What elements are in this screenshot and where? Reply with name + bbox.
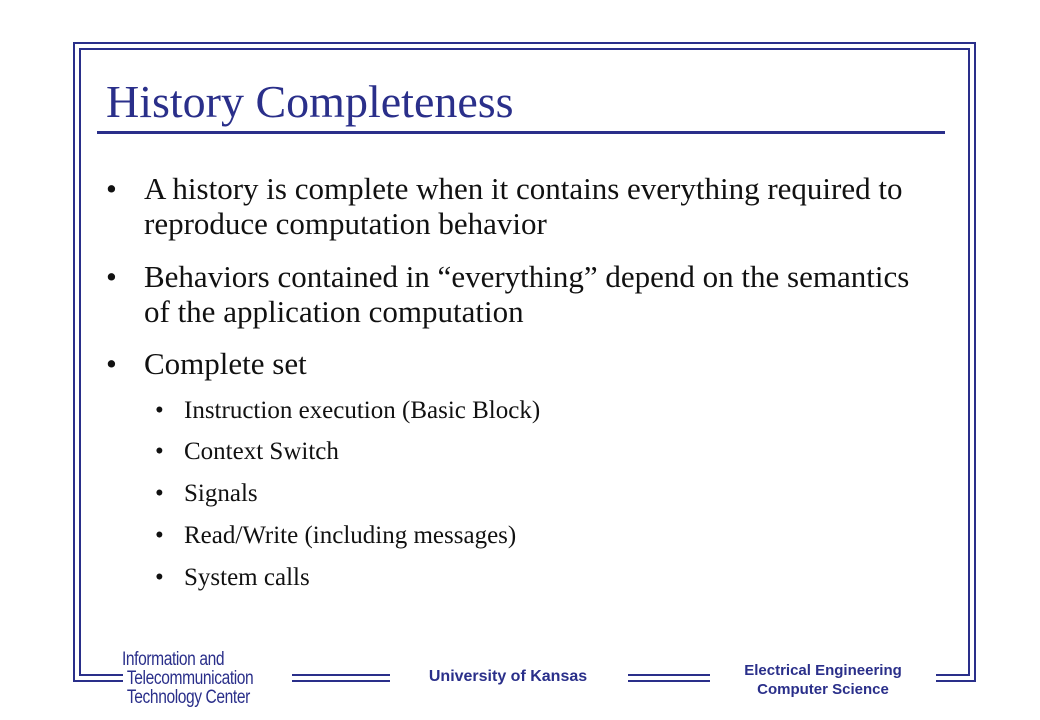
sub-bullet-item	[155, 437, 855, 467]
bullet-text: A history is complete when it contains everything required to reproduce computation behavior	[144, 171, 903, 241]
sub-bullet-item	[155, 479, 855, 509]
sub-bullet-item	[155, 521, 855, 551]
slide-title: History Completeness	[106, 76, 514, 127]
footer-department	[718, 661, 928, 699]
bottom-rule-mid2-outer	[628, 680, 710, 682]
sub-bullet-symbol: •	[155, 397, 164, 424]
bullet-item	[106, 171, 916, 241]
bottom-rule-mid1-outer	[292, 680, 390, 682]
sub-bullet-symbol: •	[155, 564, 164, 591]
bottom-rule-mid1-inner	[292, 674, 390, 676]
sub-bullet-symbol: •	[155, 480, 164, 507]
sub-bullet-text: System calls	[184, 564, 310, 591]
sub-bullet-symbol: •	[155, 522, 164, 549]
sub-bullet-text: Instruction execution (Basic Block)	[184, 397, 541, 424]
footer-department-line: Electrical Engineering	[744, 662, 902, 679]
ittc-logo-line: Technology Center	[126, 687, 250, 708]
sub-bullet-text: Context Switch	[184, 438, 339, 465]
footer-department-line: Computer Science	[757, 681, 889, 698]
bullet-symbol: •	[106, 346, 117, 381]
title-underline	[97, 131, 945, 134]
bottom-rule-left-inner	[79, 674, 123, 676]
sub-bullet-text: Signals	[184, 480, 258, 507]
ittc-logo-line: Telecommunication	[126, 668, 254, 689]
bullet-symbol: •	[106, 171, 117, 206]
bottom-rule-left-outer	[73, 680, 123, 682]
bottom-rule-right-inner	[936, 674, 970, 676]
bottom-rule-right-outer	[936, 680, 976, 682]
sub-bullet-item	[155, 563, 855, 593]
ittc-logo-line: Information and	[122, 649, 225, 670]
bullet-text: Complete set	[144, 346, 307, 381]
bottom-rule-mid2-inner	[628, 674, 710, 676]
bullet-item	[106, 346, 916, 381]
bullet-item	[106, 259, 916, 329]
sub-bullet-symbol: •	[155, 438, 164, 465]
bullet-symbol: •	[106, 259, 117, 294]
sub-bullet-item	[155, 396, 855, 426]
footer-university: University of Kansas	[428, 668, 588, 685]
bullet-text: Behaviors contained in “everything” depend on the semantics of the application computation	[144, 259, 910, 329]
ittc-logo	[122, 650, 261, 710]
sub-bullet-text: Read/Write (including messages)	[184, 522, 517, 549]
